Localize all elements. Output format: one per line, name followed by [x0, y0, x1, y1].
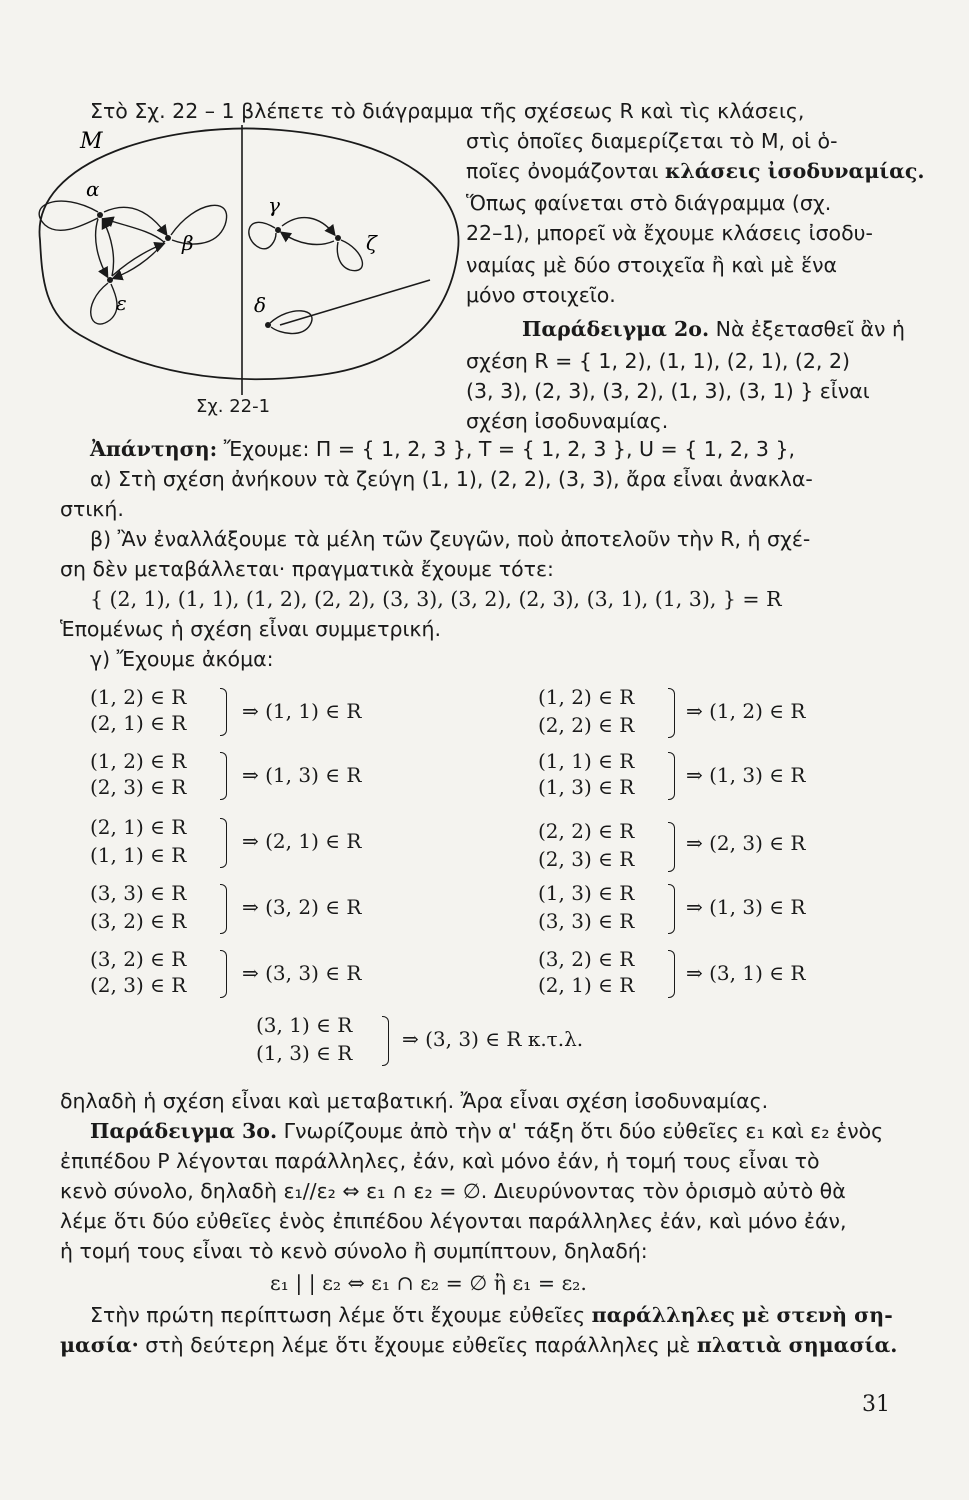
diagram-svg	[20, 120, 460, 420]
node-beta	[165, 235, 171, 241]
intro-line-1: Στὸ Σχ. 22 – 1 βλέπετε τὸ διάγραμμα τῆς σχέσεως R καὶ τὶς κλάσεις,	[90, 99, 805, 123]
answer-heading: Ἀπάντηση:	[90, 437, 218, 461]
example2-line-3: (3, 3), (2, 3), (3, 2), (1, 3), (3, 1) } εἶναι	[466, 379, 870, 403]
imp-right-1-result: ⇒ (1, 2) ∈ R	[686, 699, 806, 723]
imp-last-p1: (3, 1) ∈ R	[256, 1013, 353, 1037]
example2-line-4: σχέση ἰσοδυναμίας.	[466, 409, 669, 433]
answer-c-line-1: γ) Ἔχουμε ἀκόμα:	[90, 647, 274, 671]
edge-zeta-gamma	[282, 233, 334, 244]
loop-gamma	[249, 222, 276, 248]
answer-a-line-1: α) Στὴ σχέση ἀνήκουν τὰ ζεύγη (1, 1), (2, 2), (3, 3), ἄρα εἶναι ἀνακλα-	[90, 467, 813, 491]
example3-line-6	[90, 1302, 893, 1328]
imp-last-result: ⇒ (3, 3) ∈ R κ.τ.λ.	[402, 1027, 584, 1051]
imp-left-3-result: ⇒ (2, 1) ∈ R	[242, 829, 362, 853]
imp-last-p2: (1, 3) ∈ R	[256, 1041, 353, 1065]
imp-right-4-p1: (1, 3) ∈ R	[538, 881, 635, 905]
intro-text: ποῖες ὀνομάζονται	[466, 159, 665, 183]
example3-line-2: ἐπιπέδου P λέγονται παράλληλες, ἐάν, καὶ μόνο ἐάν, ἡ τομή τους εἶναι τὸ	[60, 1149, 820, 1173]
loop-zeta	[337, 240, 362, 271]
label-delta: δ	[254, 293, 267, 317]
imp-left-5-p2: (2, 3) ∈ R	[90, 973, 187, 997]
imp-left-2-p1: (1, 2) ∈ R	[90, 749, 187, 773]
imp-left-4-result: ⇒ (3, 2) ∈ R	[242, 895, 362, 919]
imp-right-2-p1: (1, 1) ∈ R	[538, 749, 635, 773]
edge-beta-alpha	[105, 219, 164, 242]
intro-line-5: 22–1), μπορεῖ νὰ ἔχουμε κλάσεις ἰσοδυ-	[466, 221, 873, 245]
answer-b-line-2: ση δὲν μεταβάλλεται· πραγματικὰ ἔχουμε τότε:	[60, 557, 554, 581]
intro-line-4: Ὅπως φαίνεται στὸ διάγραμμα (σχ.	[466, 191, 832, 215]
example3-formula: ε₁ | | ε₂ ⇔ ε₁ ∩ ε₂ = ∅ ἢ ε₁ = ε₂.	[270, 1271, 587, 1295]
imp-left-1-result: ⇒ (1, 1) ∈ R	[242, 699, 362, 723]
example3-text-6: Στὴν πρώτη περίπτωση λέμε ὅτι ἔχουμε εὐθεῖες	[90, 1303, 592, 1327]
imp-left-5-p1: (3, 2) ∈ R	[90, 947, 187, 971]
edge-epsilon-beta	[112, 244, 163, 276]
example3-line-5: ἡ τομή τους εἶναι τὸ κενὸ σύνολο ἢ συμπίπτουν, δηλαδή:	[60, 1239, 648, 1263]
set-m-boundary	[39, 128, 458, 379]
edge-epsilon-alpha	[103, 220, 114, 276]
imp-left-3-p2: (1, 1) ∈ R	[90, 843, 187, 867]
imp-right-4-p2: (3, 3) ∈ R	[538, 909, 635, 933]
edge-alpha-beta	[104, 207, 166, 234]
answer-b-line-4: Ἑπομένως ἡ σχέση εἶναι συμμετρική.	[60, 617, 442, 641]
label-gamma: γ	[268, 193, 280, 217]
brace-right-2	[668, 752, 675, 800]
example3-line-3: κενὸ σύνολο, δηλαδὴ ε₁//ε₂ ⇔ ε₁ ∩ ε₂ = ∅. Διευρύνοντας τὸν ὁρισμὸ αὐτὸ θὰ	[60, 1179, 846, 1203]
imp-right-1-p2: (2, 2) ∈ R	[538, 713, 635, 737]
intro-line-3	[466, 158, 925, 184]
imp-right-2-result: ⇒ (1, 3) ∈ R	[686, 763, 806, 787]
answer-a-line-2: στική.	[60, 497, 124, 521]
example3-line-4: λέμε ὅτι δύο εὐθεῖες ἑνὸς ἐπιπέδου λέγονται παράλληλες ἐάν, καὶ μόνο ἐάν,	[60, 1209, 847, 1233]
label-epsilon: ε	[116, 291, 127, 315]
loop-beta	[171, 205, 227, 244]
term-broad-sense: πλατιὰ σημασία.	[696, 1333, 898, 1357]
node-gamma	[275, 227, 281, 233]
brace-last	[382, 1016, 389, 1066]
example3-heading: Παράδειγμα 3ο.	[90, 1119, 278, 1143]
imp-right-2-p2: (1, 3) ∈ R	[538, 775, 635, 799]
brace-right-1	[668, 688, 675, 738]
example3-text-7: στὴ δεύτερη λέμε ὅτι ἔχουμε εὐθεῖες παράλληλες μὲ	[138, 1333, 697, 1357]
imp-left-2-p2: (2, 3) ∈ R	[90, 775, 187, 799]
term-narrow-sense-end: μασία·	[60, 1333, 139, 1357]
intro-line-6: ναμίας μὲ δύο στοιχεῖα ἢ καὶ μὲ ἕνα	[466, 253, 838, 277]
imp-left-1-p1: (1, 2) ∈ R	[90, 685, 187, 709]
brace-right-3	[668, 822, 675, 872]
brace-left-5	[220, 950, 227, 998]
page-number: 31	[862, 1392, 890, 1417]
brace-left-3	[220, 818, 227, 868]
answer-sets: Ἔχουμε: Π = { 1, 2, 3 }, T = { 1, 2, 3 }, U = { 1, 2, 3 },	[217, 437, 796, 461]
imp-left-4-p2: (3, 2) ∈ R	[90, 909, 187, 933]
imp-right-3-p2: (2, 3) ∈ R	[538, 847, 635, 871]
brace-right-4	[668, 884, 675, 934]
example3-line-1	[90, 1118, 883, 1144]
edge-gamma-zeta	[282, 218, 334, 234]
imp-right-4-result: ⇒ (1, 3) ∈ R	[686, 895, 806, 919]
imp-left-3-p1: (2, 1) ∈ R	[90, 815, 187, 839]
imp-right-5-result: ⇒ (3, 1) ∈ R	[686, 961, 806, 985]
example3-line-7	[60, 1332, 897, 1358]
example2-line-2: σχέση R = { 1, 2), (1, 1), (2, 1), (2, 2)	[466, 349, 850, 373]
imp-right-5-p1: (3, 2) ∈ R	[538, 947, 635, 971]
example2-heading: Παράδειγμα 2ο.	[522, 317, 710, 341]
brace-right-5	[668, 950, 675, 998]
term-narrow-sense: παράλληλες μὲ στενὴ ση-	[591, 1303, 893, 1327]
node-zeta	[335, 235, 341, 241]
imp-right-1-p1: (1, 2) ∈ R	[538, 685, 635, 709]
imp-left-1-p2: (2, 1) ∈ R	[90, 711, 187, 735]
example2-text: Νὰ ἐξετασθεῖ ἂν ἡ	[709, 317, 905, 341]
intro-line-2: στὶς ὁποῖες διαμερίζεται τὸ Μ, οἱ ὁ-	[466, 129, 838, 153]
answer-b-line-1: β) Ἂν ἐναλλάξουμε τὰ μέλη τῶν ζευγῶν, ποὺ ἀποτελοῦν τὴν R, ἡ σχέ-	[90, 527, 811, 551]
loop-epsilon	[91, 283, 117, 324]
partition-line-diagonal	[280, 280, 430, 325]
imp-left-4-p1: (3, 3) ∈ R	[90, 881, 187, 905]
edge-alpha-epsilon	[96, 219, 107, 276]
imp-right-3-p1: (2, 2) ∈ R	[538, 819, 635, 843]
conclusion: δηλαδὴ ἡ σχέση εἶναι καὶ μεταβατική. Ἄρα εἶναι σχέση ἰσοδυναμίας.	[60, 1089, 769, 1113]
example3-text: Γνωρίζουμε ἀπὸ τὴν α' τάξη ὅτι δύο εὐθεῖες ε₁ καὶ ε₂ ἑνὸς	[277, 1119, 884, 1143]
intro-line-7: μόνο στοιχεῖο.	[466, 283, 616, 307]
example2-line-1	[522, 316, 905, 342]
imp-right-3-result: ⇒ (2, 3) ∈ R	[686, 831, 806, 855]
answer-b-line-3: { (2, 1), (1, 1), (1, 2), (2, 2), (3, 3), (3, 2), (2, 3), (3, 1), (1, 3), } = R	[90, 587, 782, 611]
loop-alpha	[39, 201, 98, 230]
label-zeta: ζ	[366, 231, 377, 255]
imp-right-5-p2: (2, 1) ∈ R	[538, 973, 635, 997]
imp-left-2-result: ⇒ (1, 3) ∈ R	[242, 763, 362, 787]
label-alpha: α	[86, 177, 100, 201]
imp-left-5-result: ⇒ (3, 3) ∈ R	[242, 961, 362, 985]
term-equivalence-classes: κλάσεις ἰσοδυναμίας.	[665, 159, 925, 183]
node-epsilon	[107, 277, 113, 283]
brace-left-1	[220, 688, 227, 736]
label-m: Μ	[80, 129, 103, 154]
answer-sets-line	[90, 436, 795, 462]
label-beta: β	[182, 231, 194, 255]
figure-caption: Σχ. 22-1	[196, 396, 271, 417]
relation-diagram	[20, 120, 460, 420]
brace-left-2	[220, 752, 227, 800]
brace-left-4	[220, 884, 227, 934]
node-alpha	[97, 212, 103, 218]
